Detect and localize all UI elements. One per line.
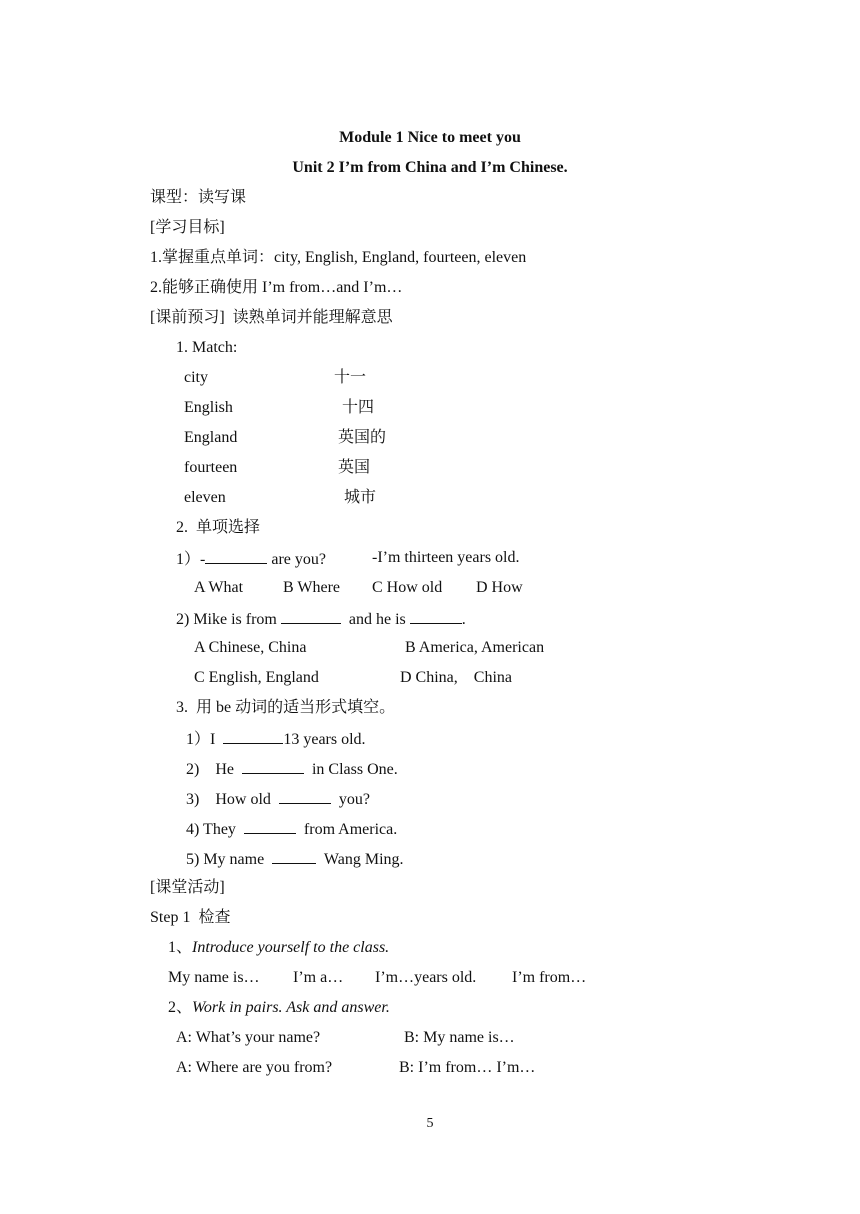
match-meaning: 英国的 (338, 429, 387, 446)
module-title: Module 1 Nice to meet you (339, 129, 521, 146)
sentence-frame: I’m…years old. (375, 969, 477, 986)
unit-title: Unit 2 I’m from China and I’m Chinese. (292, 159, 568, 176)
choice-heading: 2. 单项选择 (176, 519, 261, 536)
choice-option: B America, American (405, 639, 545, 656)
fill-before: 4) They (186, 821, 244, 838)
task-1-text: Introduce yourself to the class. (192, 939, 390, 956)
answer-blank (279, 788, 331, 804)
q2-prefix: 2) Mike is from (176, 611, 281, 628)
lesson-type: 课型：读写课 (150, 189, 247, 206)
q1-text: are you? (267, 551, 326, 568)
sentence-frame: I’m from… (512, 969, 587, 986)
page-number: 5 (426, 1116, 434, 1131)
sentence-frame: My name is… (168, 969, 260, 986)
objective-1: 1.掌握重点单词：city, English, England, fourteen, eleven (150, 249, 527, 266)
fill-item (186, 728, 366, 750)
match-meaning: 十一 (334, 369, 367, 386)
match-word: eleven (184, 489, 226, 506)
task-1 (168, 938, 389, 958)
choice-option: A What (194, 579, 244, 596)
fill-before: 1）I (186, 731, 224, 748)
match-word: city (184, 369, 208, 386)
match-word: English (184, 399, 233, 416)
fill-before: 5) My name (186, 851, 273, 868)
fill-item (186, 758, 398, 780)
answer-blank (281, 608, 341, 624)
choice-option: C How old (372, 579, 443, 596)
dialogue-a: A: Where are you from? (176, 1059, 333, 1076)
match-word: England (184, 429, 238, 446)
choice-q2 (176, 608, 466, 630)
fill-heading: 3. 用 be 动词的适当形式填空。 (176, 699, 396, 716)
fill-after: from America. (295, 821, 398, 838)
fill-item (186, 818, 397, 840)
match-word: fourteen (184, 459, 238, 476)
choice-option: B Where (283, 579, 341, 596)
step-1: Step 1 检查 (150, 909, 231, 926)
fill-after: in Class One. (303, 761, 398, 778)
match-meaning: 英国 (338, 459, 371, 476)
fill-before: 3) How old (186, 791, 279, 808)
activity-heading: [课堂活动] (150, 879, 225, 896)
task-2-text: Work in pairs. Ask and answer. (192, 999, 390, 1016)
q1-answer: -I’m thirteen years old. (372, 549, 520, 566)
fill-after: 13 years old. (283, 731, 366, 748)
fill-after: you? (330, 791, 370, 808)
q1-prefix: 1）- (176, 551, 206, 568)
fill-before: 2) He (186, 761, 242, 778)
fill-item (186, 848, 404, 870)
q2-text: and he is (340, 611, 410, 628)
objectives-heading: [学习目标] (150, 219, 225, 236)
dialogue-b: B: My name is… (404, 1029, 515, 1046)
preview-heading: [课前预习] 读熟单词并能理解意思 (150, 309, 393, 326)
match-meaning: 城市 (344, 489, 377, 506)
choice-option: D China, China (400, 669, 512, 686)
match-heading: 1. Match: (176, 339, 238, 356)
sentence-frame: I’m a… (293, 969, 344, 986)
choice-q1 (176, 548, 326, 570)
objective-2: 2.能够正确使用 I’m from…and I’m… (150, 279, 403, 296)
answer-blank (205, 548, 267, 564)
dialogue-a: A: What’s your name? (176, 1029, 321, 1046)
task-2-num: 2、 (168, 999, 193, 1016)
q2-end: . (461, 611, 466, 628)
dialogue-b: B: I’m from… I’m… (399, 1059, 536, 1076)
fill-item (186, 788, 370, 810)
choice-option: D How (476, 579, 523, 596)
fill-after: Wang Ming. (316, 851, 404, 868)
answer-blank (410, 608, 462, 624)
choice-option: C English, England (194, 669, 319, 686)
match-meaning: 十四 (342, 399, 375, 416)
choice-option: A Chinese, China (194, 639, 307, 656)
task-1-num: 1、 (168, 939, 193, 956)
answer-blank (242, 758, 304, 774)
task-2 (168, 998, 390, 1018)
answer-blank (272, 848, 316, 864)
answer-blank (223, 728, 283, 744)
answer-blank (244, 818, 296, 834)
